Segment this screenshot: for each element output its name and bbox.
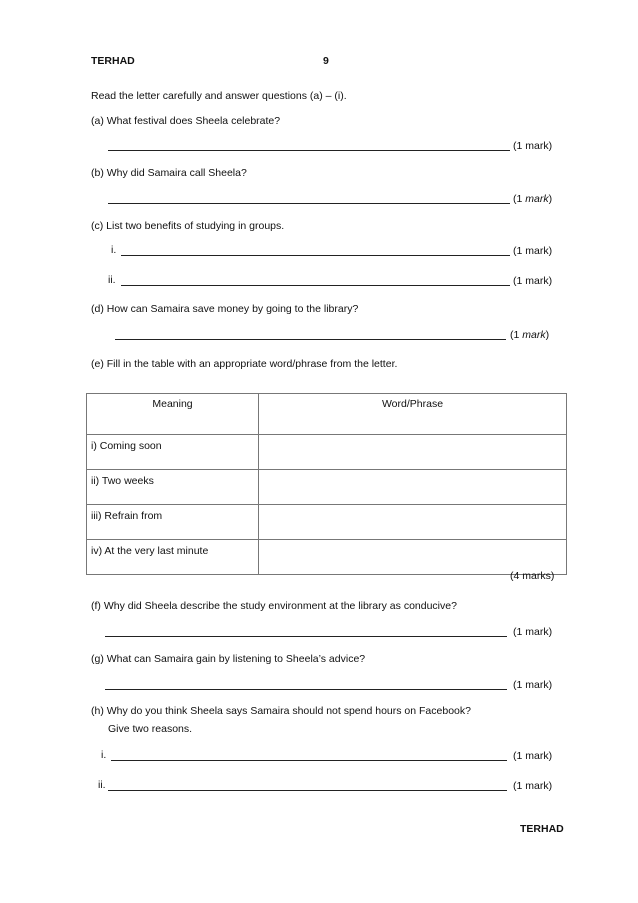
mark-h-ii: (1 mark) <box>513 780 553 792</box>
answer-cell[interactable] <box>259 470 567 505</box>
mark-a: (1 mark) <box>513 140 553 152</box>
meaning-cell: i) Coming soon <box>87 435 259 470</box>
header-meaning: Meaning <box>87 394 259 435</box>
word-phrase-table <box>86 393 567 575</box>
mark-g: (1 mark) <box>513 679 553 691</box>
instruction: Read the letter carefully and answer questions (a) – (i). <box>91 90 347 102</box>
mark-c-ii: (1 mark) <box>513 275 553 287</box>
answer-line-c-i[interactable] <box>121 255 510 256</box>
answer-line-c-ii[interactable] <box>121 285 510 286</box>
meaning-cell: iv) At the very last minute <box>87 540 259 575</box>
h-label-ii: ii. <box>98 779 106 791</box>
table-row <box>87 505 567 540</box>
answer-line-h-i[interactable] <box>111 760 507 761</box>
question-a: (a) What festival does Sheela celebrate? <box>91 115 281 127</box>
mark-f: (1 mark) <box>513 626 553 638</box>
question-h-line2: Give two reasons. <box>108 723 193 735</box>
answer-line-f[interactable] <box>105 636 507 637</box>
table-header-row <box>87 394 567 435</box>
table-total-mark: (4 marks) <box>510 570 555 582</box>
meaning-cell: ii) Two weeks <box>87 470 259 505</box>
answer-cell[interactable] <box>259 435 567 470</box>
mark-d: (1 mark) <box>510 329 550 341</box>
answer-line-h-ii[interactable] <box>108 790 507 791</box>
c-label-i: i. <box>111 244 117 256</box>
answer-line-a[interactable] <box>108 150 510 151</box>
question-e: (e) Fill in the table with an appropriate word/phrase from the letter. <box>91 358 398 370</box>
h-label-i: i. <box>101 749 107 761</box>
table-row <box>87 470 567 505</box>
mark-b: (1 mark) <box>513 193 553 205</box>
answer-line-d[interactable] <box>115 339 506 340</box>
question-d: (d) How can Samaira save money by going to the library? <box>91 303 359 315</box>
header-word-phrase: Word/Phrase <box>259 394 567 435</box>
answer-cell[interactable] <box>259 505 567 540</box>
mark-c-i: (1 mark) <box>513 245 553 257</box>
table-row <box>87 435 567 470</box>
c-label-ii: ii. <box>108 274 116 286</box>
mark-h-i: (1 mark) <box>513 750 553 762</box>
question-f: (f) Why did Sheela describe the study environment at the library as conducive? <box>91 600 457 612</box>
question-b: (b) Why did Samaira call Sheela? <box>91 167 247 179</box>
page-number: 9 <box>323 55 329 67</box>
header-terhad: TERHAD <box>91 55 135 67</box>
question-h: (h) Why do you think Sheela says Samaira should not spend hours on Facebook? <box>91 705 471 717</box>
meaning-cell: iii) Refrain from <box>87 505 259 540</box>
question-g: (g) What can Samaira gain by listening to Sheela’s advice? <box>91 653 366 665</box>
question-c: (c) List two benefits of studying in groups. <box>91 220 285 232</box>
answer-line-b[interactable] <box>108 203 510 204</box>
answer-line-g[interactable] <box>105 689 507 690</box>
table-row <box>87 540 567 575</box>
footer-terhad: TERHAD <box>520 823 564 835</box>
